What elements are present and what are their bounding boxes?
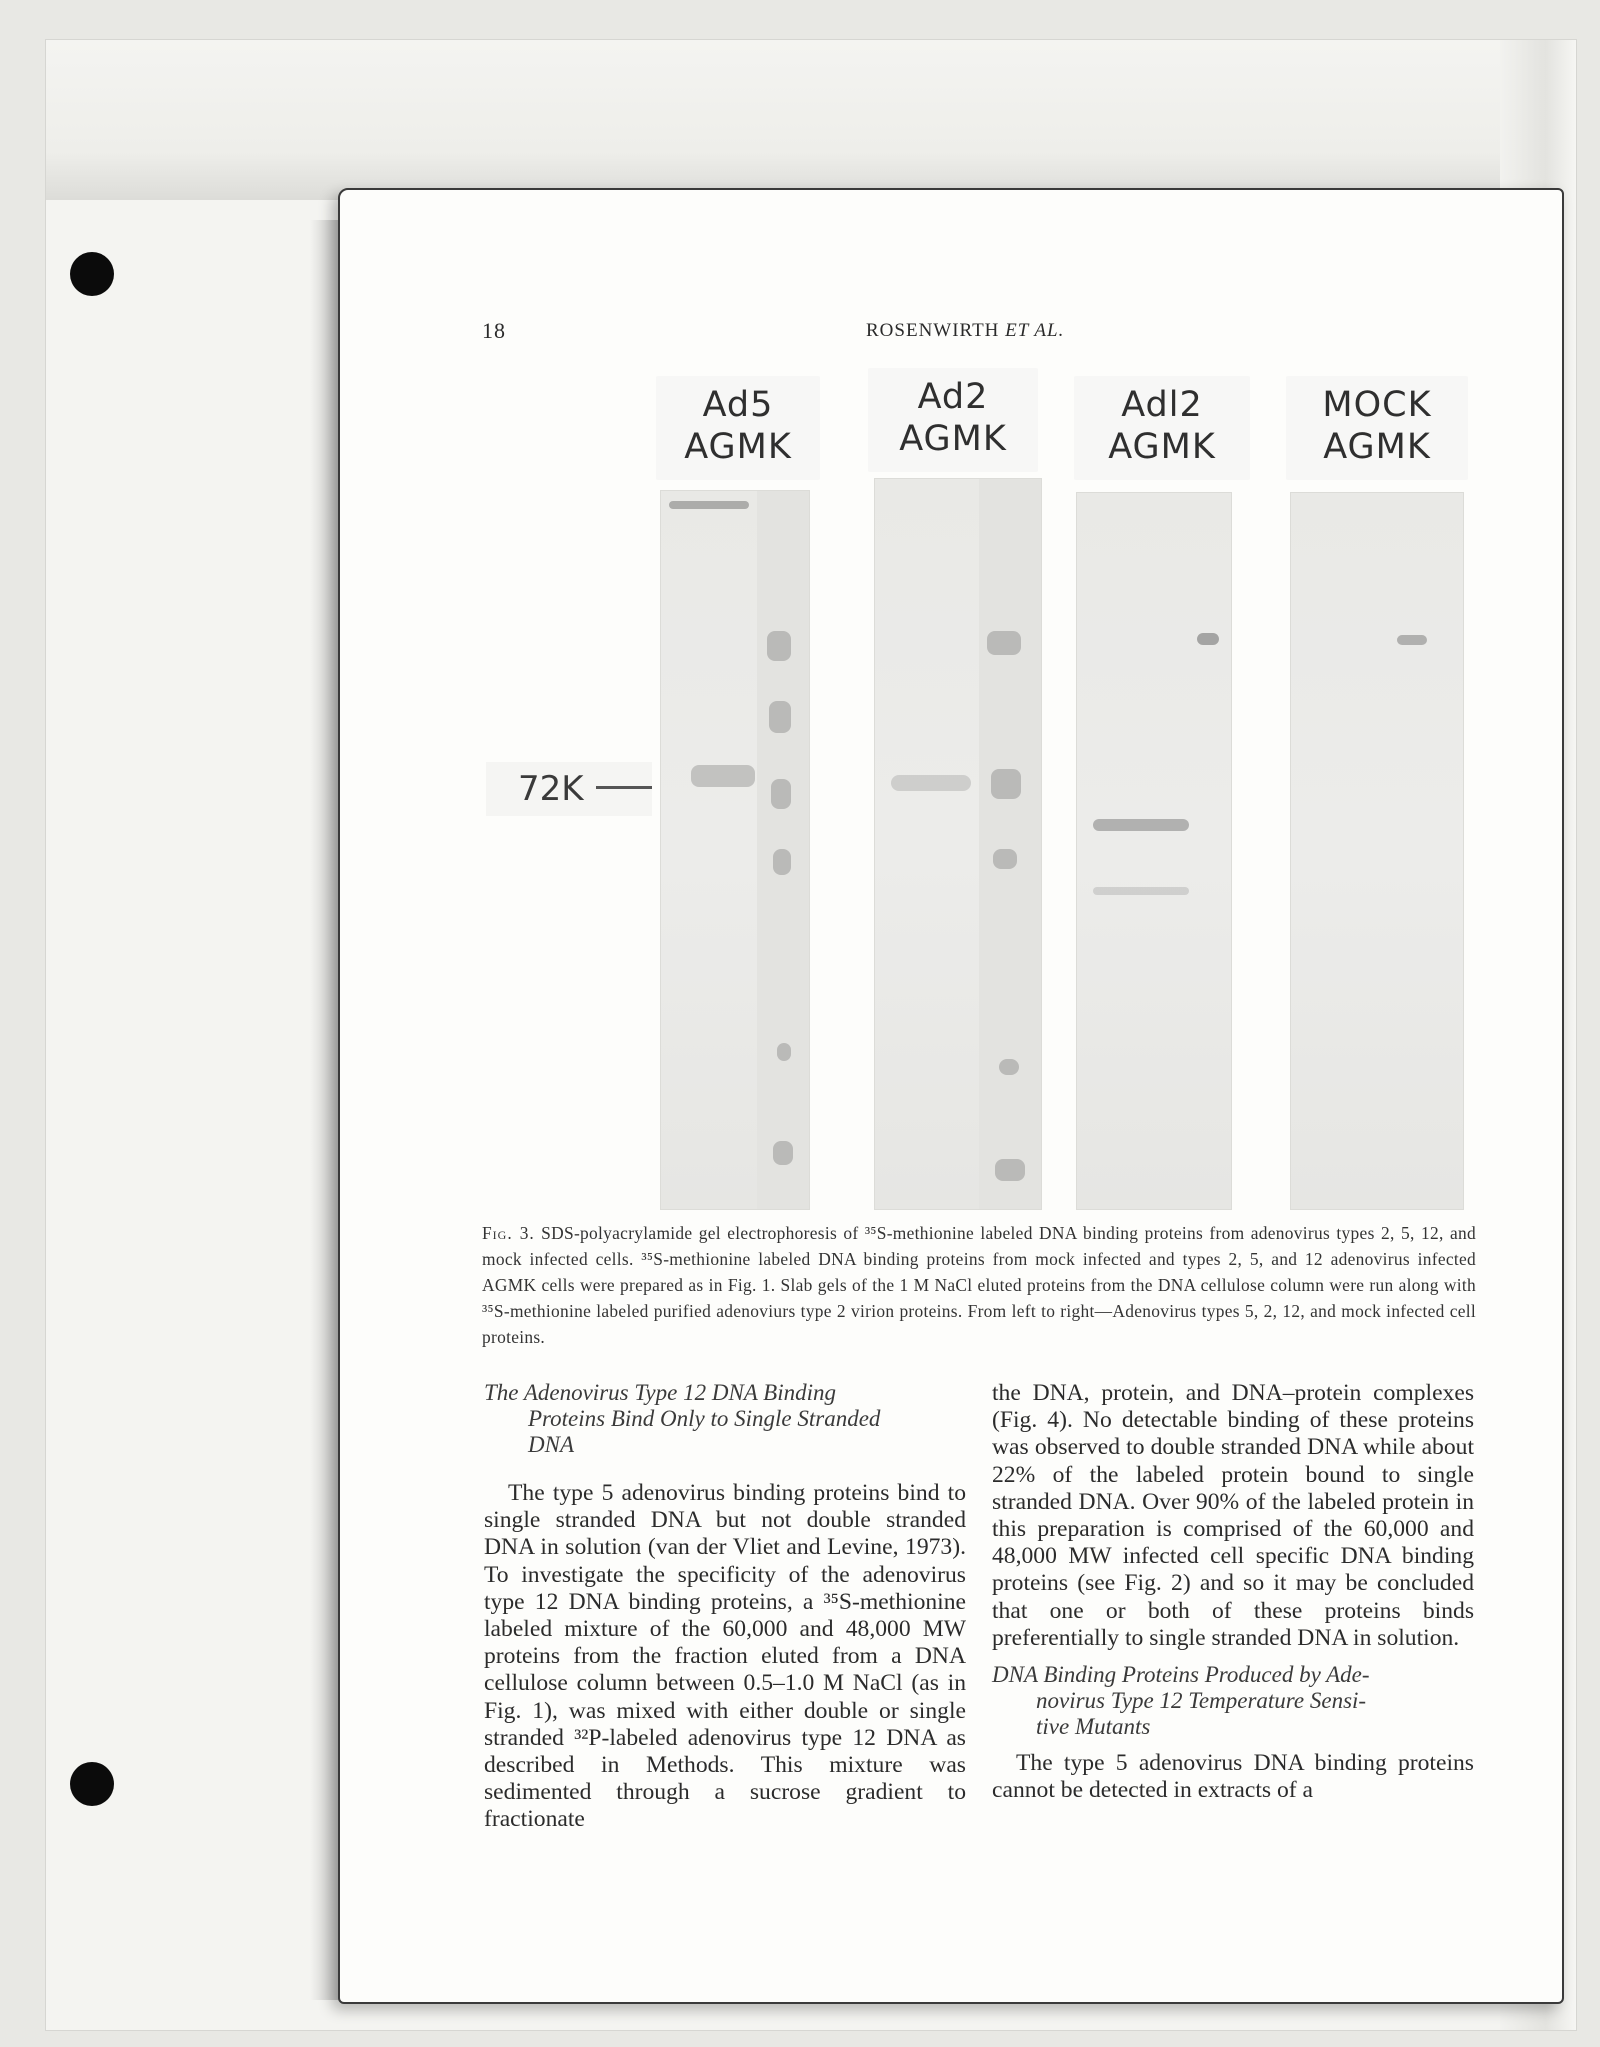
- caption-text: SDS-polyacrylamide gel electrophoresis of ³⁵S-methionine labeled DNA binding proteins from adenovirus types 2, 5, 12, and mock infected cells. ³⁵S-methionine labeled DNA binding proteins from mock infected and types 2, 5, and 12 adenovirus infected AGMK cells were prepared as in Fig. 1. Slab gels of the 1 M NaCl eluted proteins from the DNA cellulose column were run along with ³⁵S-methionine labeled purified adenoviurs type 2 virion proteins. From left to right—Adenovirus types 5, 2, 12, and mock infected cell proteins.: [482, 1223, 1477, 1347]
- gel-band: [773, 849, 791, 875]
- gel-lane-ad2: [874, 478, 1042, 1210]
- gel-band-48k: [1093, 887, 1189, 895]
- section-heading-line: tive Mutants: [1036, 1714, 1151, 1740]
- gel-band: [991, 769, 1021, 799]
- gel-band: [769, 701, 791, 733]
- gel-band: [767, 631, 791, 661]
- board-top-edge: [46, 40, 1576, 200]
- binder-hole-top: [70, 252, 114, 296]
- gel-band: [987, 631, 1021, 655]
- gel-band: [995, 1159, 1025, 1181]
- marker-72k-label: 72K: [486, 762, 652, 816]
- running-head-etal: ET AL.: [1005, 320, 1065, 341]
- figure-caption: [482, 1220, 1476, 1350]
- gel-band-60k: [1093, 819, 1189, 831]
- lane-label-mock: [1286, 376, 1468, 480]
- gel-band: [773, 1141, 793, 1165]
- running-head-authors: ROSENWIRTH: [866, 320, 1000, 341]
- gel-lane-ad12: [1076, 492, 1232, 1210]
- gel-band: [993, 849, 1017, 869]
- paragraph-2: the DNA, protein, and DNA–protein complexes (Fig. 4). No detectable binding of these proteins was observed to double stranded DNA while about 22% of the labeled protein bound to single stranded DNA. Over 90% of the labeled protein in this preparation is comprised of the 60,000 and 48,000 MW infected cell specific DNA binding proteins (see Fig. 2) and so it may be concluded that one or both of these proteins binds preferentially to single stranded DNA in solution.: [992, 1380, 1474, 1651]
- marker-72k-line: [596, 786, 652, 789]
- body-column-right: [992, 1380, 1474, 1804]
- section-heading-line: DNA Binding Proteins Produced by Ade-: [992, 1662, 1370, 1688]
- gel-band: [771, 779, 791, 809]
- lane-label-line2: AGMK: [1108, 427, 1216, 467]
- section-heading-1: [484, 1380, 966, 1458]
- gel-lane-ad5: [660, 490, 810, 1210]
- binder-hole-bottom: [70, 1762, 114, 1806]
- page-number: 18: [482, 318, 506, 343]
- gel-band: [999, 1059, 1019, 1075]
- lane-label-line1: Adl2: [1121, 385, 1203, 425]
- gel-band: [1197, 633, 1219, 645]
- gel-band-72k: [891, 775, 971, 791]
- section-heading-2: [992, 1662, 1474, 1740]
- lane-label-ad2: [868, 368, 1038, 472]
- lane-label-ad5: [656, 376, 820, 480]
- lane-label-ad12: [1074, 376, 1250, 480]
- gel-band: [777, 1043, 791, 1061]
- gel-band: [1397, 635, 1427, 645]
- gel-band: [669, 501, 749, 509]
- lane-label-line1: MOCK: [1322, 385, 1432, 425]
- lane-label-line2: AGMK: [1323, 427, 1431, 467]
- caption-lead: Fig. 3.: [482, 1223, 535, 1243]
- lane-label-line2: AGMK: [899, 419, 1007, 459]
- gel-band-72k: [691, 765, 755, 787]
- lane-label-line2: AGMK: [684, 427, 792, 467]
- section-heading-line: DNA: [528, 1432, 574, 1457]
- paragraph-1: The type 5 adenovirus binding proteins bind to single stranded DNA but not double stranded DNA in solution (van der Vliet and Levine, 1973). To investigate the specificity of the adenovirus type 12 DNA binding proteins, a ³⁵S-methionine labeled mixture of the 60,000 and 48,000 MW proteins from the fraction eluted from a DNA cellulose column between 0.5–1.0 M NaCl (as in Fig. 1), was mixed with either double or single stranded ³²P-labeled adenovirus type 12 DNA as described in Methods. This mixture was sedimented through a sucrose gradient to fractionate: [484, 1480, 966, 1833]
- section-heading-line: Proteins Bind Only to Single Stranded: [528, 1406, 881, 1431]
- section-heading-line: The Adenovirus Type 12 DNA Binding: [484, 1380, 837, 1405]
- gel-lane-marker-strip: [979, 479, 1041, 1209]
- running-head: [866, 320, 1064, 342]
- section-heading-line: novirus Type 12 Temperature Sensi-: [1036, 1688, 1367, 1714]
- body-column-left: [484, 1380, 966, 1834]
- gel-lane-mock: [1290, 492, 1464, 1210]
- lane-label-line1: Ad5: [702, 385, 774, 425]
- paragraph-3: The type 5 adenovirus DNA binding proteins cannot be detected in extracts of a: [992, 1750, 1474, 1804]
- lane-label-line1: Ad2: [917, 377, 989, 417]
